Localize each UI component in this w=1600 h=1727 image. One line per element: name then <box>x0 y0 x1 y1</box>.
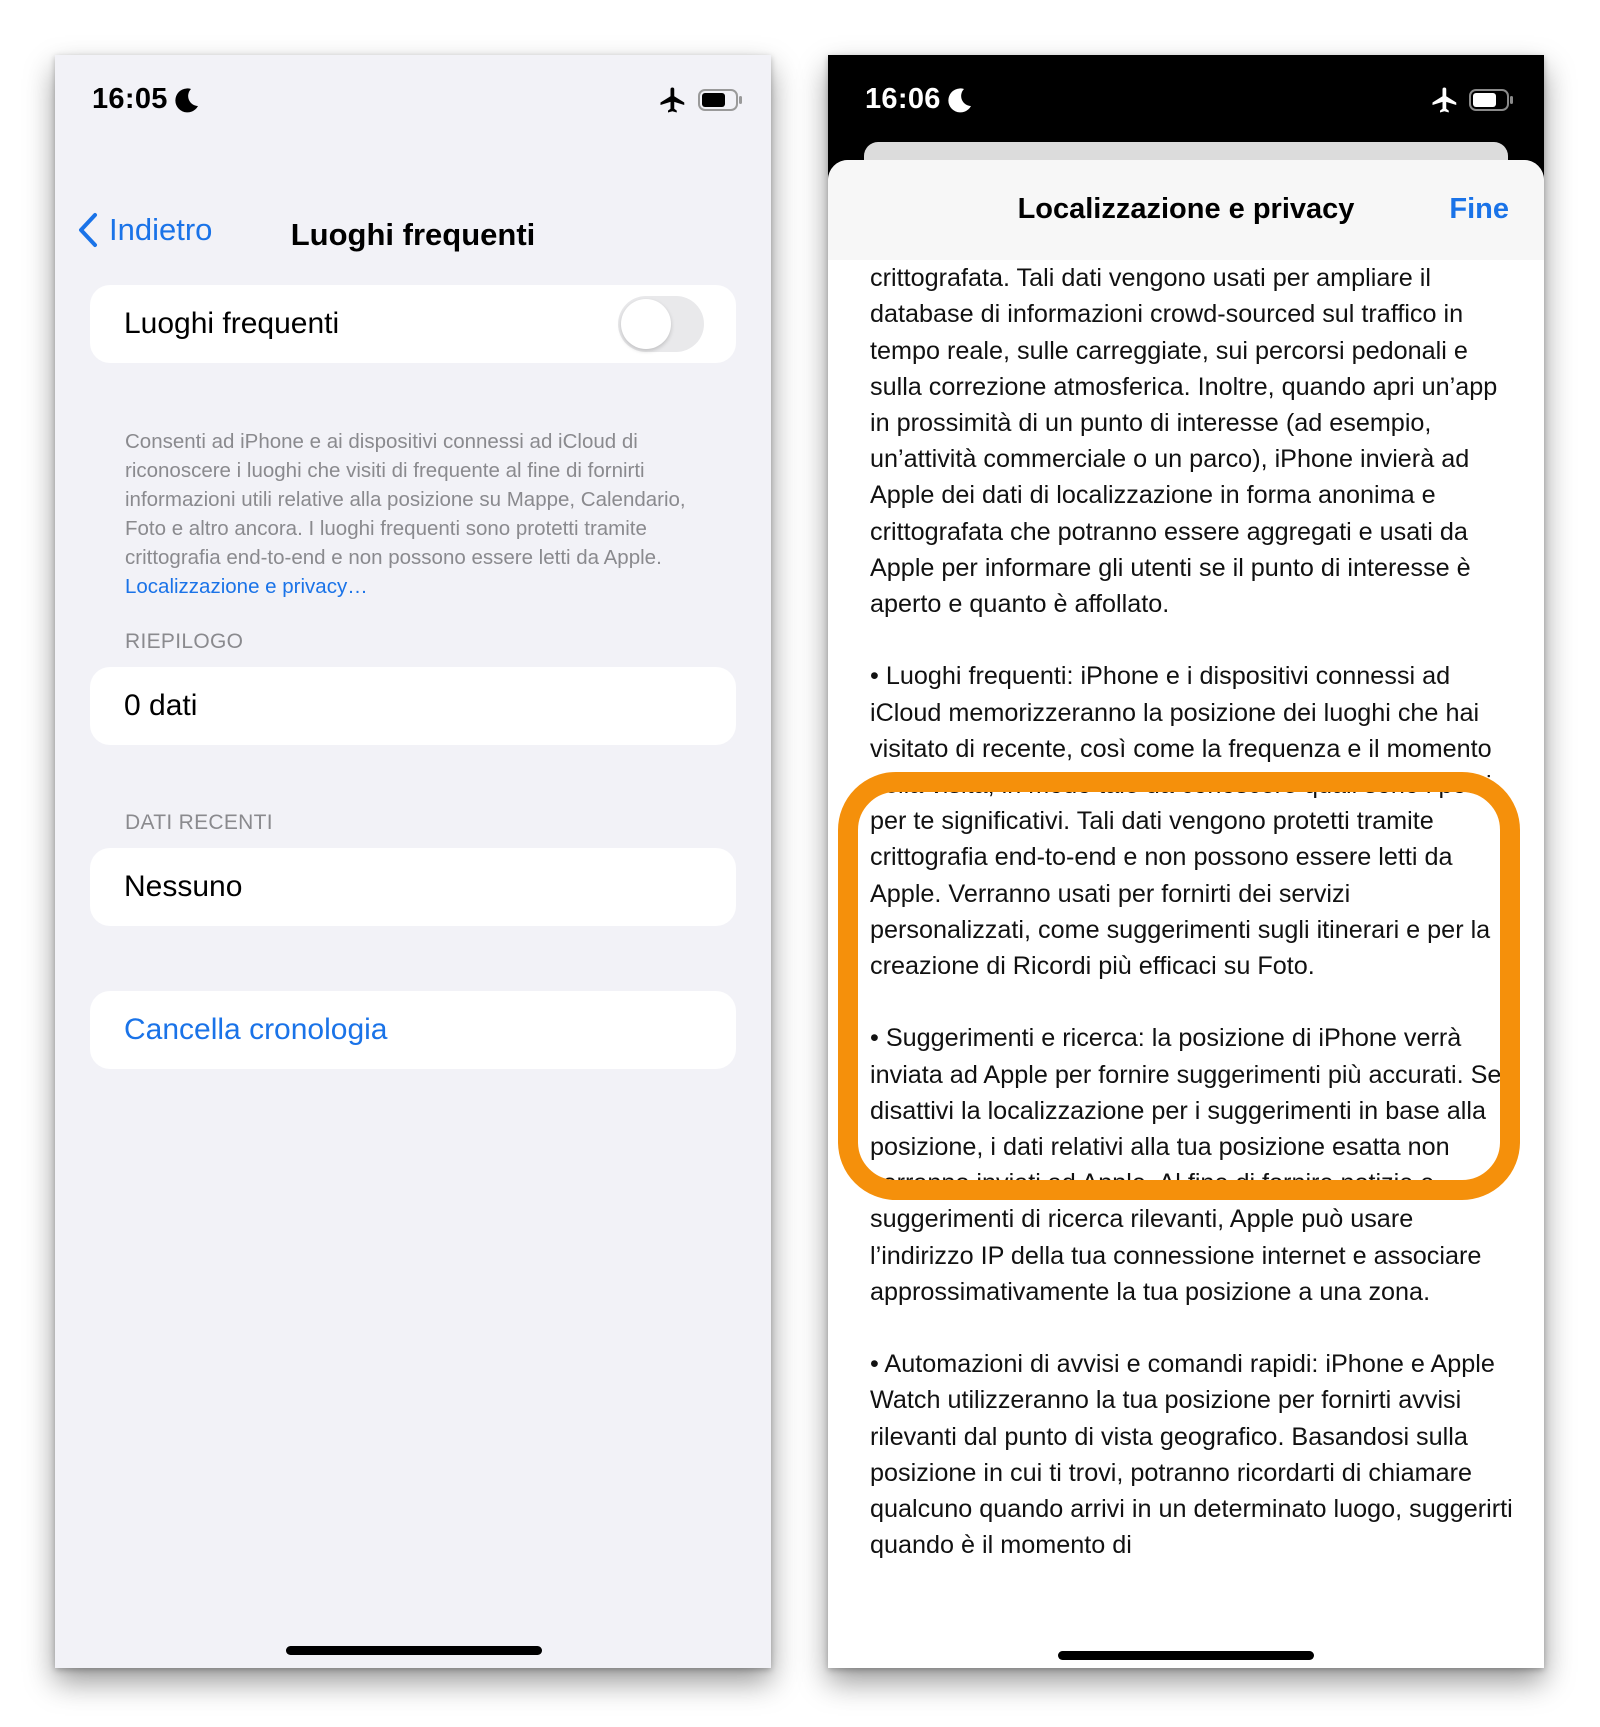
sheet-header <box>828 160 1544 260</box>
status-bar <box>55 55 771 145</box>
page-title: Luoghi frequenti <box>290 217 536 252</box>
privacy-link[interactable]: Localizzazione e privacy… <box>125 575 368 598</box>
toggle-knob <box>621 299 671 349</box>
status-bar <box>828 55 1544 145</box>
done-button[interactable]: Fine <box>1449 193 1509 225</box>
home-indicator[interactable] <box>1058 1651 1314 1660</box>
frequent-locations-label: Luoghi frequenti <box>124 307 340 340</box>
settings-screen <box>55 55 771 1668</box>
summary-row <box>90 667 736 745</box>
clear-history-button[interactable]: Cancella cronologia <box>124 1013 388 1046</box>
paragraph: crittografata. Tali dati vengono usati per ampliare il database di informazioni crowd-sourced sul traffico in tempo reale, sulle carreggiate, sui percorsi pedonali e sulla correzione atmosferica. Inoltre, quando apri un’app in prossimità di un punto di interesse (ad esempio, un’attività commerciale o un parco), iPhone invierà ad Apple dei dati di localizzazione in forma anonima e crittografata che potranno essere aggregati e usati da Apple per informare gli utenti se il punto di interesse è aperto e quanto è affollato. <box>870 264 1498 619</box>
paragraph: • Suggerimenti e ricerca: la posizione di iPhone verrà inviata ad Apple per fornire suggerimenti più accurati. Se disattivi la localizzazione per i suggerimenti in base alla posizione, i dati relativi alla tua posizione esatta non verranno inviati ad Apple. Al fine di fornire notizie e suggerimenti di ricerca rilevanti, Apple può usare l’indirizzo IP della tua connessione internet e associare approssimativamente la tua posizione a una zona. <box>870 1024 1502 1306</box>
frequent-locations-toggle[interactable] <box>618 296 704 352</box>
frequent-locations-footnote <box>125 427 725 601</box>
status-time: 16:06 <box>865 83 941 115</box>
highlight-box <box>838 772 1520 1200</box>
clear-history-row[interactable] <box>90 991 736 1069</box>
paragraph-frequent-locations: • Luoghi frequenti: iPhone e i dispositivi connessi ad iCloud memorizzeranno la posizione dei luoghi che hai visitato di recente, così come la frequenza e il momento della visita, in modo tale da conoscere quali sono i posti per te significativi. Tali dati vengono protetti tramite crittografia end-to-end e non possono essere letti da Apple. Verranno usati per fornirti dei servizi personalizzati, come suggerimenti sugli itinerari e per la creazione di Ricordi più efficaci su Foto. <box>870 662 1492 981</box>
paragraph: • Automazioni di avvisi e comandi rapidi: iPhone e Apple Watch utilizzeranno la tua posizione per fornirti avvisi rilevanti dal punto di vista geografico. Basandosi sulla posizione in cui ti trovi, potranno ricordarti di chiamare qualcuno quando arrivi in un determinato luogo, suggerirti quando è il momento di <box>870 1350 1513 1560</box>
battery-icon <box>1469 88 1515 112</box>
frequent-locations-row <box>90 285 736 363</box>
summary-header: RIEPILOGO <box>125 630 244 653</box>
home-indicator[interactable] <box>286 1646 542 1655</box>
privacy-sheet <box>828 160 1544 1668</box>
recent-header: DATI RECENTI <box>125 811 273 834</box>
privacy-sheet-screen <box>828 55 1544 1668</box>
recent-value: Nessuno <box>124 870 243 903</box>
moon-icon <box>174 87 200 113</box>
airplane-icon <box>1430 85 1460 115</box>
moon-icon <box>947 87 973 113</box>
summary-value: 0 dati <box>124 689 198 722</box>
back-label: Indietro <box>109 212 213 247</box>
airplane-icon <box>658 85 688 115</box>
battery-icon <box>698 88 744 112</box>
status-time: 16:05 <box>92 83 168 115</box>
sheet-title: Localizzazione e privacy <box>1017 193 1355 225</box>
recent-row <box>90 848 736 926</box>
footnote-text: Consenti ad iPhone e ai dispositivi connessi ad iCloud di riconoscere i luoghi che visiti di frequente al fine di fornirti informazioni utili relative alla posizione su Mappe, Calendario, Foto e altro ancora. I luoghi frequenti sono protetti tramite crittografia end-to-end e non possono essere letti da Apple. <box>125 430 686 569</box>
